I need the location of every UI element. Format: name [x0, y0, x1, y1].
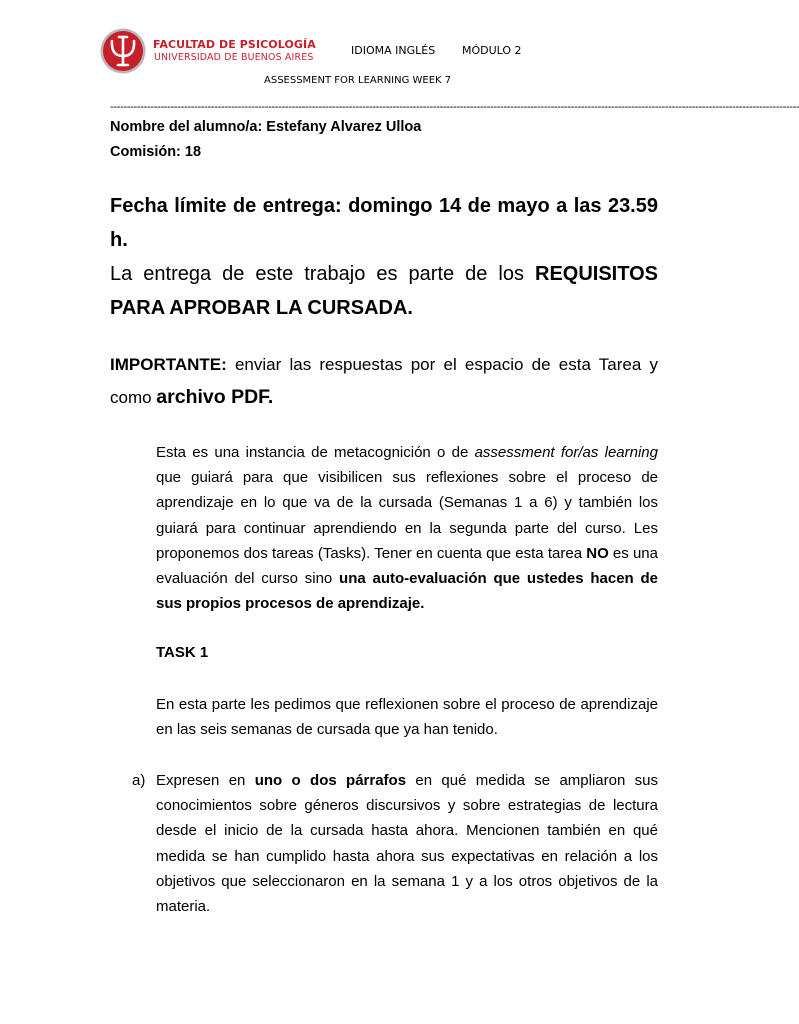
requirement-emphasis: REQUISITOS PARA APROBAR LA CURSADA. [110, 263, 658, 319]
important-text: enviar las respuestas por el espacio de esta Tarea y como [110, 355, 658, 407]
intro-no: NO [586, 544, 609, 562]
intro-text-1: Esta es una instancia de metacognición o de [156, 444, 475, 461]
important-emphasis: archivo PDF. [156, 386, 274, 408]
important-label: IMPORTANTE: [110, 355, 227, 374]
task-1-description: En esta parte les pedimos que reflexionen sobre el proceso de aprendizaje en las seis semanas de cursada que ya han tenido. [156, 696, 658, 739]
list-item-a [156, 768, 658, 919]
task-1-title: TASK 1 [156, 644, 209, 661]
student-name: Nombre del alumno/a: Estefany Alvarez Ulloa [110, 119, 422, 135]
header-module: MÓDULO 2 [462, 44, 522, 57]
intro-italic: assessment for/as learning [474, 444, 658, 461]
logo-faculty-name: FACULTAD DE PSICOLOGÍA [153, 38, 316, 51]
deadline-heading: Fecha límite de entrega: domingo 14 de mayo a las 23.59 h. [110, 195, 658, 251]
item-a-rest: en qué medida se ampliaron sus conocimientos sobre géneros discursivos y sobre estrategias de lectura desde el inicio de la cursada hasta ahora. Mencionen también en qué medida se han cumplido hasta ahora sus expectativas en relación a los objetivos que seleccionaron en la semana 1 y a los otros objetivos de la materia. [156, 772, 659, 916]
logo-university-name: UNIVERSIDAD DE BUENOS AIRES [154, 52, 314, 63]
list-item-marker: a) [132, 772, 146, 789]
intro-text-3: es una evaluación del curso sino [156, 544, 658, 588]
intro-text-2: que guiará para que visibilicen sus reflexiones sobre el proceso de aprendizaje en lo que va de la cursada (Semanas 1 a 6) y también los guiará para continuar aprendiendo en la segunda parte del curso. Les proponemos dos tareas (Tasks). Tener en cuenta que esta tarea [156, 469, 658, 562]
dashed-divider: ------------------------------------------------------------------------------------------------------------------------------------------------------------------------------------------------------------- [110, 101, 799, 113]
header-subject: IDIOMA INGLÉS [351, 44, 436, 57]
important-notice [110, 348, 658, 414]
faculty-logo-icon [100, 28, 146, 74]
requirement-text: La entrega de este trabajo es parte de los [110, 263, 535, 285]
intro-bold-end: una auto-evaluación que ustedes hacen de sus propios procesos de aprendizaje. [156, 570, 658, 613]
requirement-paragraph [110, 257, 658, 325]
commission-number: Comisión: 18 [110, 144, 202, 160]
item-a-bold: uno o dos párrafos [254, 772, 407, 789]
header-assessment-title: ASSESSMENT FOR LEARNING WEEK 7 [264, 75, 452, 86]
intro-paragraph [156, 440, 658, 616]
item-a-prefix: Expresen en [156, 772, 255, 789]
